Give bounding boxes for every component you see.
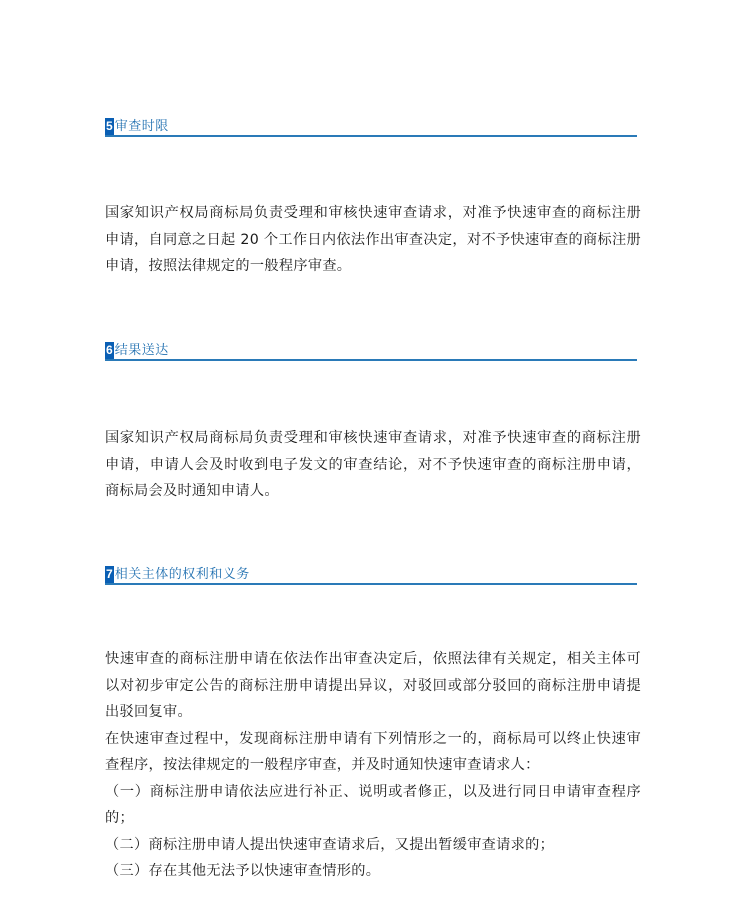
paragraph: 国家知识产权局商标局负责受理和审核快速审查请求，对准予快速审查的商标注册申请，自同意之日起 20 个工作日内依法作出审查决定，对不予快速审查的商标注册申请，按照法律规定的一般程序审查。 — [105, 205, 641, 274]
section-number-badge: 7 — [106, 567, 113, 581]
paragraph: 国家知识产权局商标局负责受理和审核快速审查请求，对准予快速审查的商标注册申请，申请人会及时收到电子发文的审查结论，对不予快速审查的商标注册申请，商标局会及时通知申请人。 — [105, 430, 641, 499]
section-body-6 — [105, 425, 641, 505]
section-heading-6 — [105, 339, 637, 361]
section-number-badge: 6 — [106, 343, 113, 357]
section-title: 结果送达 — [114, 343, 169, 358]
paragraph: 在快速审查过程中，发现商标注册申请有下列情形之一的，商标局可以终止快速审查程序，按法律规定的一般程序审查，并及时通知快速审查请求人： — [105, 730, 641, 773]
list-item: （二）商标注册申请人提出快速审查请求后，又提出暂缓审查请求的； — [105, 836, 555, 853]
list-item: （一）商标注册申请依法应进行补正、说明或者修正，以及进行同日申请审查程序的； — [105, 783, 641, 826]
section-body-7 — [105, 646, 641, 885]
section-number-badge: 5 — [106, 119, 113, 133]
section-title: 审查时限 — [114, 119, 169, 134]
list-item: （三）存在其他无法予以快速审查情形的。 — [105, 863, 381, 879]
paragraph: 快速审查的商标注册申请在依法作出审查决定后，依照法律有关规定，相关主体可以对初步审定公告的商标注册申请提出异议，对驳回或部分驳回的商标注册申请提出驳回复审。 — [105, 651, 641, 720]
section-heading-5 — [105, 115, 637, 137]
section-heading-7 — [105, 563, 637, 585]
section-body-5 — [105, 200, 641, 280]
section-title: 相关主体的权利和义务 — [114, 567, 250, 582]
